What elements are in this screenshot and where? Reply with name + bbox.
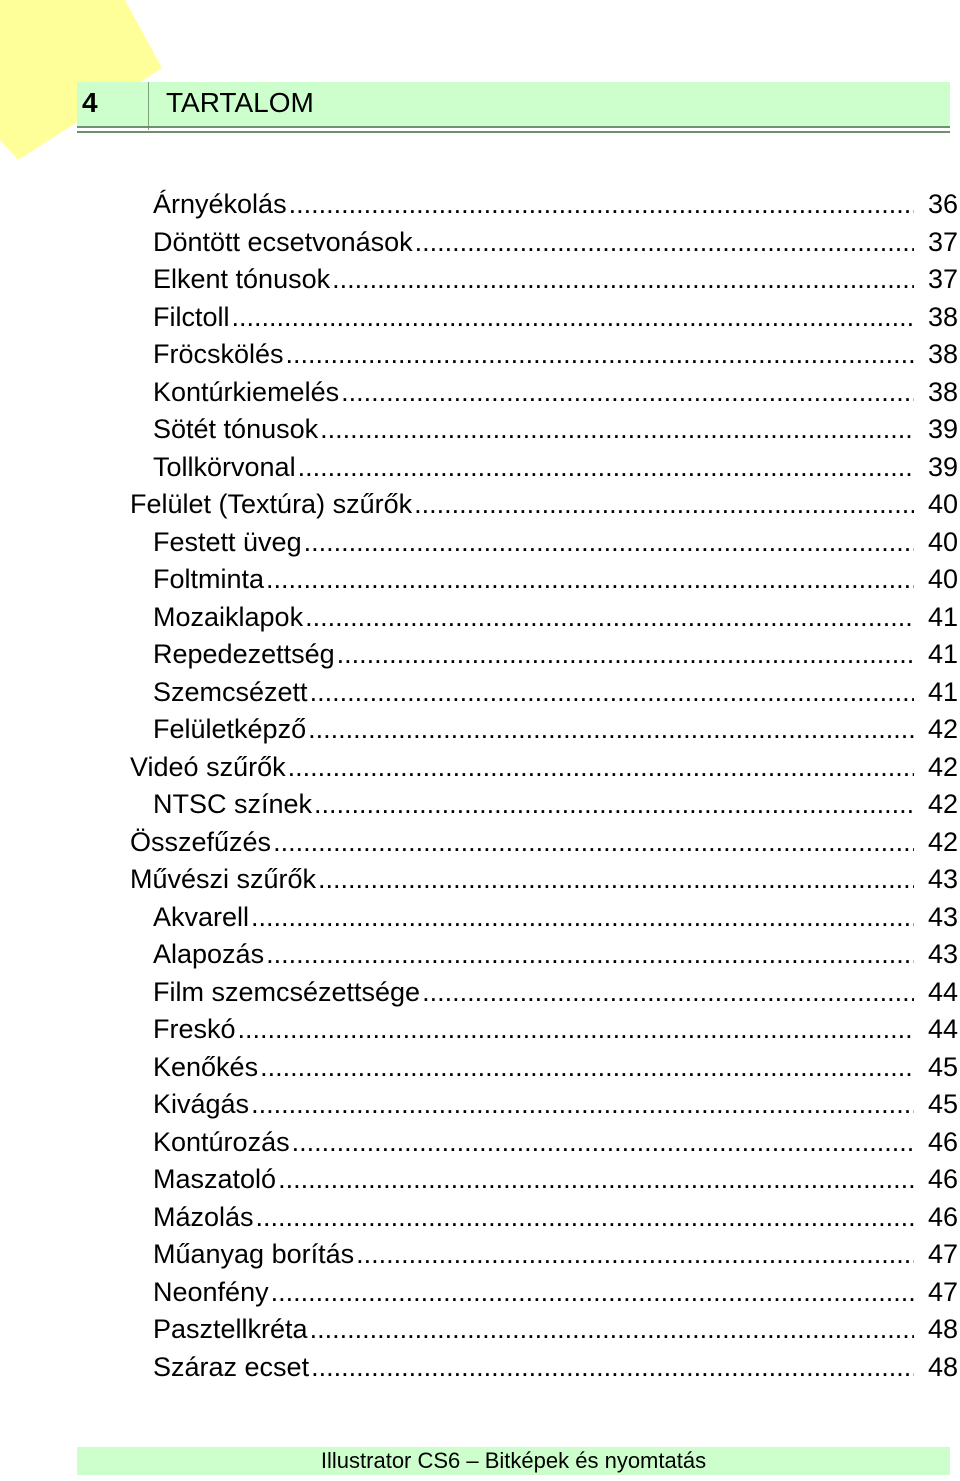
toc-entry-title: Tollkörvonal [153,451,296,482]
toc-entry[interactable] [153,336,960,374]
toc-entry[interactable] [153,411,960,449]
toc-entry[interactable] [130,861,960,899]
toc-entry-page: 45 [927,1089,958,1119]
toc-entry-title: Felület (Textúra) szűrők [130,489,413,519]
toc-dot-leader [310,1311,914,1349]
toc-dot-leader [356,1236,914,1274]
toc-dot-leader [273,824,914,862]
toc-entry-page: 47 [927,1239,958,1269]
toc-dot-leader [251,1086,914,1124]
toc-entry-title: Mázolás [153,1201,254,1232]
toc-entry-page: 38 [927,339,958,369]
toc-dot-leader [314,786,914,824]
toc-entry-title: Film szemcsézettsége [153,976,421,1007]
toc-entry-page: 37 [927,226,958,257]
toc-entry[interactable] [153,1311,960,1349]
toc-entry-title: Döntött ecsetvonások [153,226,413,257]
toc-entry-page: 43 [927,939,958,969]
toc-entry[interactable] [153,974,960,1012]
toc-dot-leader [238,1011,914,1049]
toc-entry[interactable] [153,786,960,824]
toc-entry-title: Árnyékolás [153,189,287,219]
toc-entry[interactable] [153,1086,960,1124]
page-title: TARTALOM [166,87,314,118]
toc-entry[interactable] [130,824,960,862]
toc-dot-leader [304,524,914,562]
toc-dot-leader [318,861,914,899]
toc-entry[interactable] [153,636,960,674]
toc-entry-page: 46 [927,1164,958,1194]
toc-entry[interactable] [153,224,960,262]
toc-entry-page: 45 [927,1051,958,1082]
toc-dot-leader [320,411,914,449]
toc-entry-page: 40 [927,526,958,557]
toc-entry-page: 43 [927,864,958,894]
toc-entry-page: 41 [927,639,958,669]
toc-entry-page: 38 [927,376,958,407]
toc-entry-page: 41 [927,601,958,632]
toc-dot-leader [278,1161,914,1199]
toc-dot-leader [415,224,914,262]
toc-entry-title: Műanyag borítás [153,1239,355,1269]
toc-entry[interactable] [153,1124,960,1162]
page-number: 4 [82,87,98,118]
toc-entry[interactable] [153,449,960,487]
toc-entry-title: Elkent tónusok [153,264,331,294]
toc-dot-leader [251,899,914,937]
toc-entry-page: 44 [927,976,958,1007]
toc-entry-page: 42 [927,826,958,857]
toc-entry[interactable] [153,561,960,599]
toc-dot-leader [288,749,914,787]
toc-dot-leader [289,186,914,224]
footer-band [77,1447,950,1475]
toc-entry[interactable] [130,749,960,787]
toc-dot-leader [256,1199,914,1237]
header-divider [148,82,149,130]
toc-entry-page: 39 [927,451,958,482]
toc-entry-title: Száraz ecset [153,1351,310,1382]
toc-dot-leader [232,299,914,337]
toc-entry-title: Freskó [153,1014,236,1044]
toc-entry-page: 36 [927,189,958,219]
toc-entry[interactable] [153,1011,960,1049]
toc-entry-title: Kontúrozás [153,1126,290,1157]
toc-entry-page: 47 [927,1276,958,1307]
toc-dot-leader [298,449,914,487]
toc-dot-leader [341,374,914,412]
toc-entry[interactable] [153,936,960,974]
toc-entry-title: Fröcskölés [153,339,284,369]
header-rule-top [77,126,950,128]
header-rule-bottom [77,131,950,133]
toc-entry-title: Kenőkés [153,1051,259,1082]
toc-entry-page: 42 [927,714,958,744]
toc-entry[interactable] [153,599,960,637]
footer-text: Illustrator CS6 – Bitképek és nyomtatás [320,1448,707,1473]
toc-entry[interactable] [153,261,960,299]
toc-entry-title: Összefűzés [130,826,272,857]
toc-dot-leader [292,1124,914,1162]
toc-entry-page: 48 [927,1351,958,1382]
toc-entry-page: 41 [927,676,958,707]
toc-entry-page: 44 [927,1014,958,1044]
toc-entry[interactable] [153,1199,960,1237]
toc-entry-page: 42 [927,789,958,819]
toc-dot-leader [266,936,914,974]
toc-entry-title: Felületképző [153,714,307,744]
toc-entry-title: Művészi szűrők [130,864,317,894]
toc-entry[interactable] [153,1274,960,1312]
toc-entry-title: Kivágás [153,1089,250,1119]
toc-dot-leader [332,261,914,299]
toc-dot-leader [414,486,914,524]
toc-dot-leader [286,336,914,374]
toc-entry[interactable] [153,674,960,712]
toc-entry-page: 39 [927,414,958,444]
toc-entry-title: Kontúrkiemelés [153,376,340,407]
toc-entry[interactable] [153,186,960,224]
toc-dot-leader [260,1049,914,1087]
toc-entry-title: Foltminta [153,564,265,594]
toc-entry-page: 46 [927,1126,958,1157]
toc-entry-title: Pasztellkréta [153,1314,308,1344]
toc-dot-leader [311,1349,914,1387]
toc-dot-leader [422,974,914,1012]
toc-entry-title: Sötét tónusok [153,414,319,444]
toc-entry[interactable] [153,1049,960,1087]
toc-entry[interactable] [153,1236,960,1274]
toc-dot-leader [266,561,914,599]
toc-entry[interactable] [153,1349,960,1387]
toc-entry-title: Akvarell [153,901,250,932]
toc-entry-page: 40 [927,489,958,519]
toc-entry-title: Filctoll [153,301,230,332]
toc-entry[interactable] [153,899,960,937]
toc-entry[interactable] [153,711,960,749]
toc-entry[interactable] [153,374,960,412]
toc-entry-page: 43 [927,901,958,932]
toc-entry-page: 40 [927,564,958,594]
toc-dot-leader [337,636,914,674]
toc-entry-title: Festett üveg [153,526,302,557]
toc-entry-title: Neonfény [153,1276,269,1307]
toc-entry-page: 37 [927,264,958,294]
toc-entry-title: Alapozás [153,939,265,969]
toc-entry[interactable] [153,1161,960,1199]
toc-entry[interactable] [153,524,960,562]
toc-entry-title: Repedezettség [153,639,335,669]
toc-entry-title: Maszatoló [153,1164,277,1194]
toc-entry-title: Szemcsézett [153,676,308,707]
toc-entry-title: NTSC színek [153,789,313,819]
toc-dot-leader [271,1274,914,1312]
toc-entry[interactable] [130,486,960,524]
toc-entry-page: 46 [927,1201,958,1232]
toc-entry-page: 38 [927,301,958,332]
toc-entry-title: Mozaiklapok [153,601,304,632]
toc-dot-leader [308,711,914,749]
toc-entry[interactable] [153,299,960,337]
toc-entry-page: 48 [927,1314,958,1344]
toc-dot-leader [305,599,914,637]
toc-dot-leader [310,674,914,712]
toc-entry-page: 42 [927,751,958,782]
toc-entry-title: Videó szűrők [130,751,286,782]
